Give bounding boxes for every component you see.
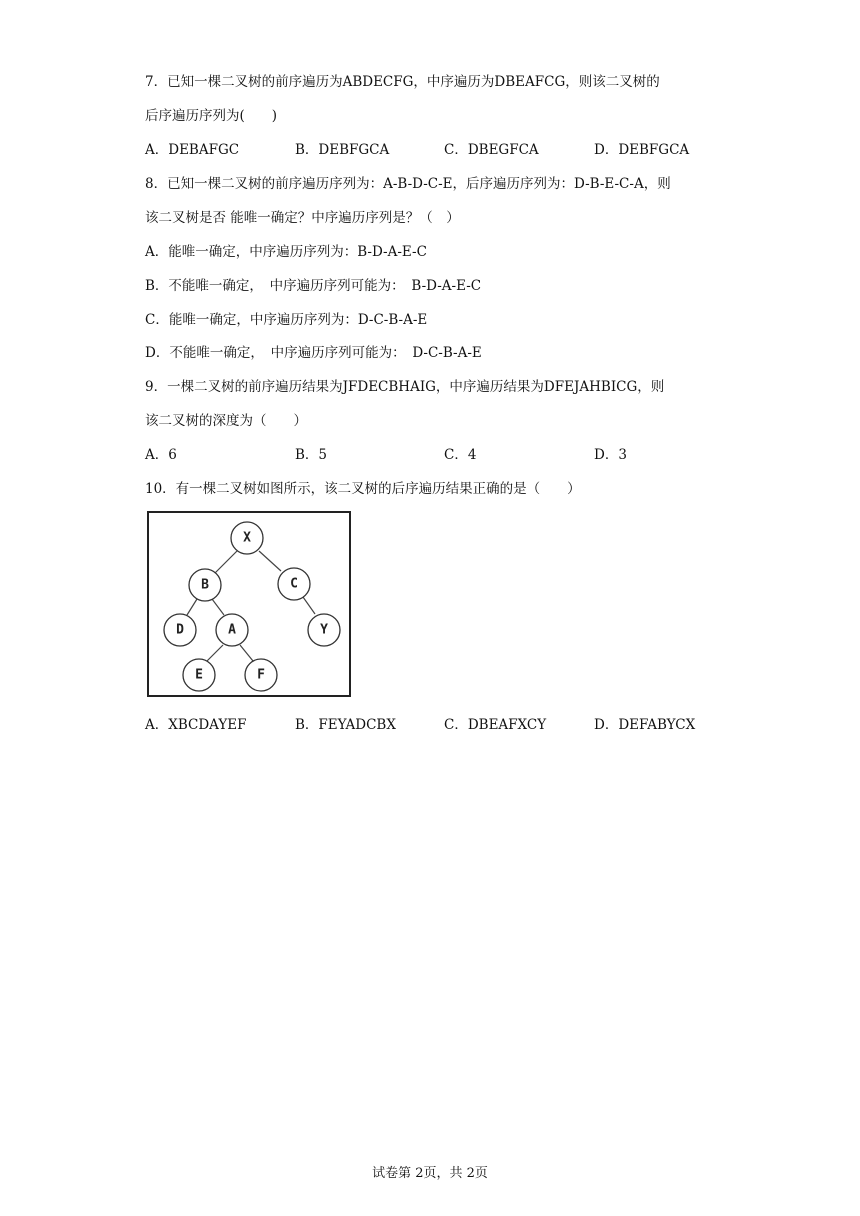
q10-option-c: C．DBEAFXCY bbox=[444, 717, 547, 733]
q8-stem-line2: 该二叉树是否 能唯一确定？中序遍历序列是？（ ） bbox=[145, 210, 460, 226]
node-x: X bbox=[243, 530, 251, 546]
node-c: C bbox=[290, 576, 298, 592]
q10-option-a: A．XBCDAYEF bbox=[145, 717, 247, 733]
q10-option-d: D．DEFABYCX bbox=[594, 717, 696, 733]
q8-option-a: A．能唯一确定，中序遍历序列为：B-D-A-E-C bbox=[145, 244, 427, 260]
q9-stem-line1: 9．一棵二叉树的前序遍历结果为JFDECBHAIG，中序遍历结果为DFEJAHBICG，则 bbox=[145, 379, 665, 395]
node-e: E bbox=[195, 667, 203, 683]
q9-option-c: C．4 bbox=[444, 447, 477, 463]
edge-x-c bbox=[259, 551, 281, 571]
edge-b-d bbox=[187, 599, 197, 615]
q7-option-a: A．DEBAFGC bbox=[145, 142, 240, 158]
q10-option-b: B．FEYADCBX bbox=[295, 717, 396, 733]
q9-stem-line2: 该二叉树的深度为（ ） bbox=[145, 413, 307, 429]
q7-stem-line1: 7．已知一棵二叉树的前序遍历为ABDECFG，中序遍历为DBEAFCG，则该二叉树的 bbox=[145, 74, 660, 90]
edge-c-y bbox=[303, 597, 315, 614]
edge-a-e bbox=[207, 645, 223, 661]
q9-option-b: B．5 bbox=[295, 447, 328, 463]
binary-tree-diagram bbox=[149, 513, 349, 695]
q8-option-d: D．不能唯一确定， 中序遍历序列可能为： D-C-B-A-E bbox=[145, 345, 482, 361]
node-y: Y bbox=[320, 622, 328, 638]
q7-option-b: B．DEBFGCA bbox=[295, 142, 390, 158]
node-a: A bbox=[228, 622, 236, 638]
binary-tree-figure bbox=[147, 511, 351, 697]
q9-option-a: A．6 bbox=[145, 447, 177, 463]
node-b: B bbox=[201, 577, 209, 593]
q8-option-c: C．能唯一确定，中序遍历序列为：D-C-B-A-E bbox=[145, 312, 428, 328]
q7-option-c: C．DBEGFCA bbox=[444, 142, 539, 158]
q8-option-b: B．不能唯一确定， 中序遍历序列可能为： B-D-A-E-C bbox=[145, 278, 482, 294]
edge-b-a bbox=[212, 599, 224, 615]
q10-stem-line1: 10．有一棵二叉树如图所示，该二叉树的后序遍历结果正确的是（ ） bbox=[145, 481, 581, 497]
page-footer: 试卷第 2页，共 2页 bbox=[372, 1166, 488, 1181]
edge-x-b bbox=[215, 551, 237, 573]
q8-stem-line1: 8．已知一棵二叉树的前序遍历序列为：A-B-D-C-E，后序遍历序列为：D-B-E-C-A，则 bbox=[145, 176, 671, 192]
node-f: F bbox=[257, 667, 265, 683]
q7-stem-line2: 后序遍历序列为( ) bbox=[145, 108, 278, 124]
q9-option-d: D．3 bbox=[594, 447, 627, 463]
edge-a-f bbox=[240, 645, 253, 661]
q7-option-d: D．DEBFGCA bbox=[594, 142, 690, 158]
node-d: D bbox=[176, 622, 184, 638]
